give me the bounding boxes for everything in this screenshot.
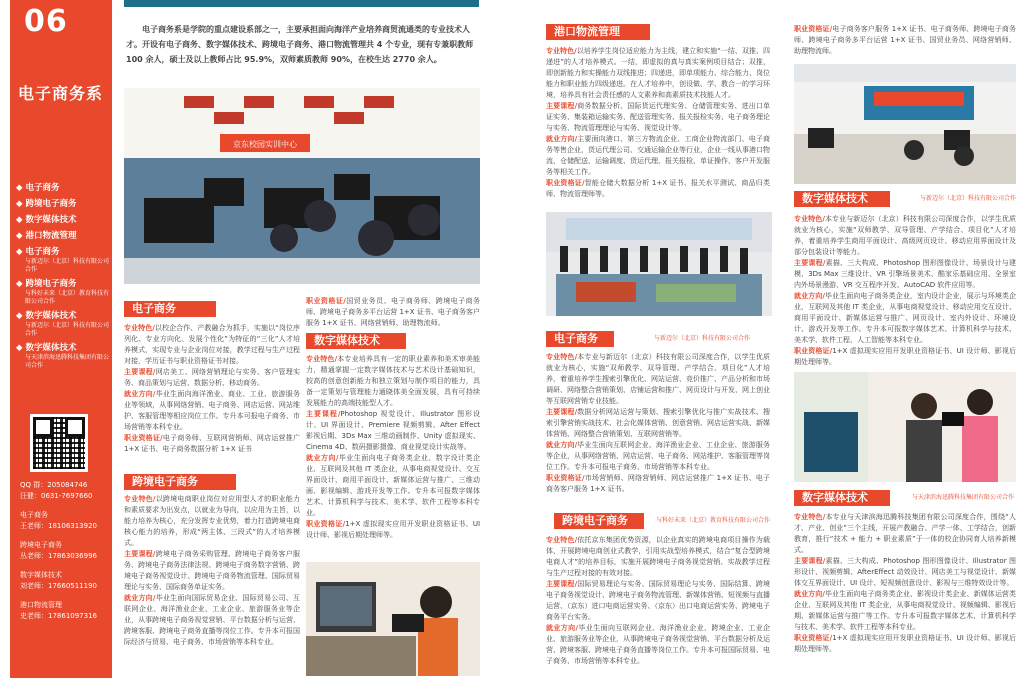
section-title-digital-media-xinmaier: 数字媒体技术 与新迈尔（北京）科技有限公司合作 [794, 191, 890, 207]
sidebar [10, 0, 112, 678]
classroom-banner-text: 京东校园实训中心 [233, 140, 297, 149]
top-banner-strip [124, 0, 479, 7]
department-title: 电子商务系 [18, 84, 104, 103]
program-item: ◆ 跨境电子商务 与科好未来（北京）教育科技有限公司合作 [16, 279, 110, 305]
section-title-cross-border: 跨境电子商务 [124, 474, 236, 490]
digital-media-section: 专业特色/本专业培养具有一定的职业素养和美术审美能力，精通掌握一定数字媒体技术与艺术设计基础知识，较高的创意创新能力和独立策划与制作项目的能力，具备一定策划与管理能力通晓体美全面发展，具有可持续发展能力的高端技能型人才。 主要课程/Photoshop 视觉设计、Illustrator 图形设计、UI 界面设计、Premiere 视频剪辑、After Effect 影视后期、3Ds Max 三维动画制作、Unity 虚拟现实、Cinema 4D、数码摄影摄像、商业视觉设计实战等。 就业方向/毕业生面向电子商务类企业、数字设计类企业、互联网及其他 IT 类企业，从事电商视觉设计、交互界面设计、商用平面设计、新媒体运营与推广、三维动画、影视编辑、游戏开发等工作。专升本可报数字媒体艺术、计算机科学与技术、美术学、软件工程等本科专业。 职业资格证/1+X 虚拟现实应用开发职业资格证书、UI 设计师、影视后期处理师等。 [306, 355, 481, 539]
port-logistics-section: 专业特色/以培养学生岗位适应能力为主线，建立和实施“一结、双推、四递进”的人才培养模式。一结，即虚拟的真与真实案例项目结合；双推，即创新能力和实操能力双线推进；四递进，即单项能力、综合能力、岗位能力和职业能力四级递进。在人才培养中，创设做、学、教合一的学习环境，培养具有社会责任感的人文素养和高素质技术技能人才。 主要课程/商务数据分析、国际货运代理实务、仓储管理实务、进出口单证实务、集装箱运输实务、配送管理实务、报关报检实务、电子商务理论与实务、物流管理理论与实务、视觉设计等。 就业方向/主要面向港口、第三方物流企业、工商企业物流部门、电子商务等售企业，货运代理公司、交通运输企业等行业，企业一线从事港口物流、仓储配送、运输调度、货运代理、报关报检、单证操作、客户开发服务等相关工作。 职业资格证/智能仓储大数据分析 1+X 证书、报关水平测试、商品归类师、物流管理师等。 [546, 47, 771, 198]
port-model-scene-icon [546, 212, 772, 316]
ecommerce-xinmaier-section: 专业特色/本专业与新迈尔（北京）科技有限公司深度合作，以学生优质就业为核心，实施“双师教学、双导管理、产学结合、项目化”人才培养，着重培养学生搜索引擎优化、网站运营、竞价推广、产品分析和市场调研、网络整合营销策划、店铺运营和推广、网页设计与开发、网上创业等互联网营销专业技能。 主要课程/数据分析网站运营与策划、搜索引擎优化与推广实战技术、搜索引擎营销实战技术、社会化媒体营销、创意营销、网店运营实战、新媒体营销、网络整合营销策划、互联网营销等。 就业方向/毕业生面向互联网企业、海洋渔业企业、工业企业、旅游服务等企业，从事网络营销、网店运营、电子商务、网站维护、客服管理等岗位工作。专升本可报电子商务、市场营销等本科专业。 职业资格证/市场营销师、网络营销师、网店运营推广 1+X 证书、电子商务客户服务 1+X 证书。 [546, 353, 771, 493]
program-list [16, 182, 112, 370]
digital-media-xinmaier-section: 专业特色/本专业与新迈尔（北京）科技有限公司深度合作，以学生优质就业为核心，实施“双师教学、双导管理、产学结合、项目化”人才培养，着重培养学生商用平面设计、高级网页设计、移动应用界面设计及部分包装设计等能力。 主要课程/素描、三大构成、Photoshop 图形图像设计、场景设计与建模、3Ds Max 三维设计、VR 引擎场景美术、酷家乐基础应用、全景室内外场景漫游、VR 交互程序开发、AutoCAD 软件应用等。 就业方向/毕业生面向电子商务类企业，室内设计企业，展示与环境类企业，互联网及其他 IT 类企业，从事电商视觉设计、移动应用交互设计、商用平面设计、新媒体运营与推广、网页设计、室内外设计、环境设计、游戏开发等工作。专升本可报数字媒体艺术、计算机科学与技术、美术学、软件工程、人工智能等本科专业。 职业资格证/1+X 虚拟现实应用开发职业资格证书、UI 设计师、影视后期处理师等。 [794, 215, 1017, 366]
section-title-ecommerce-xinmaier: 电子商务 与新迈尔（北京）科技有限公司合作 [546, 331, 614, 347]
qr-code-icon [30, 414, 88, 472]
camera-students-scene-icon [794, 372, 1016, 482]
contact-info: QQ 群：205084746 汪健：0631-7697660 电子商务 王老师：18106313920 跨境电子商务 丛老师：17863036996 数字媒体技术 刘老师：17660511190 港口物流管理 史老师：17861097316 [20, 481, 97, 620]
program-item: ◆ 数字媒体技术 与新迈尔（北京）科技有限公司合作 [16, 311, 110, 337]
department-intro: 电子商务系是学院的重点建设系部之一，主要承担面向海洋产业培养商贸流通类的专业技术人才。开设有电子商务、数字媒体技术、跨境电子商务、港口物流管理共 4 个专业，现有专兼职教师 100 余人，硕士及以上教师占比 95.9%，双师素质教师 90%，在校生达 2770 余人。 [126, 25, 474, 64]
camera-students-photo [794, 372, 1016, 482]
program-item: ◆ 电子商务 [16, 183, 60, 193]
program-item: ◆ 数字媒体技术 [16, 215, 77, 225]
section-title-digital-media: 数字媒体技术 [306, 333, 406, 349]
program-item: ◆ 数字媒体技术 与天津滨海迅腾科技集团有限公司合作 [16, 343, 110, 369]
section-title-port-logistics: 港口物流管理 [546, 24, 650, 40]
training-room-scene-icon [794, 64, 1016, 184]
section-title-ecommerce: 电子商务 [124, 301, 216, 317]
training-room-photo [794, 64, 1016, 184]
section-title-cross-border-kehao: 跨境电子商务 与科好未来（北京）教育科技有限公司合作 [554, 513, 644, 529]
program-item: ◆ 港口物流管理 [16, 231, 77, 241]
photographer-scene-icon [306, 562, 480, 676]
page-number: 06 [24, 4, 68, 39]
cross-border-section: 专业特色/以跨境电商职业岗位对应用型人才的职业能力和素质要求为出发点，以就业为导向，以应用为主旨，以能力培养为核心，充分发挥专业优势，着力打造跨境电商核心能力的培养，形成“两主体、三段式”的人才培养模式。 主要课程/跨境电子商务采购管理、跨境电子商务客户服务、跨境电子商务法律法规、跨境电子商务数字营销、跨境电子商务视觉设计、跨境电子商务物流管理、国际贸易理论与实务、国际商务单证实务。 就业方向/毕业生面向国际贸易企业、国际贸易公司、互联网企业、海洋渔业企业、工业企业、旅游服务业等企业，从事跨境电子商务视觉营销、平台数据分析与运营、跨境客服、跨境电子商务直播等岗位工作。专升本可报国际经济与贸易、电子商务、市场营销等本科专业。 [124, 495, 300, 646]
program-item: ◆ 电子商务 与新迈尔（北京）科技有限公司合作 [16, 247, 110, 273]
classroom-scene-icon [124, 88, 480, 284]
cross-border-kehao-cert: 职业资格证/电子商务客户服务 1+X 证书、电子商务师、跨境电子商务师、跨境电子商务多平台运营 1+X 证书、国贸业务员、网络营销师、助理物流师。 [794, 25, 1016, 55]
cross-border-kehao-section: 专业特色/依托京东集团优势资源，以企业真实的跨境电商项目操作为载体，开展跨境电商创业式教学，引用实战型培养模式，结合“复合型跨境电商人才”的培养目标，实施开展跨境电子商务视觉营销、实战教学过程与生产过程对接的有效对接。 主要课程/国际贸易理论与实务、国际贸易理论与实务、国际结算、跨境电子商务视觉设计、跨境电子商务物流管理、新媒体营销、短视频与直播运营、（京东）进口电商运营实务、（京东）出口电商运营实务、跨境电子商务平台实务。 就业方向/毕业生面向互联网企业、海洋渔业企业、跨境企业、工业企业、旅游服务业等企业，从事跨境电子商务视觉营销、平台数据分析及运营、跨境客服、跨境电子商务直播等岗位工作。专升本可报国际贸易、电子商务、市场营销等本科专业。 [546, 536, 771, 665]
photographer-photo [306, 562, 480, 676]
port-model-photo [546, 212, 772, 316]
digital-media-xunteng-section: 专业特色/本专业与天津滨海迅腾科技集团有限公司深度合作，围绕“人才、产业、创业”三个主线，开展产教融合、产学一体、工学结合，创新教育，推行“技术 + 能力 + 职业素质”于一体的校企协同育人培养新模式。 主要课程/素描、三大构成、Photoshop 图形图像设计、Illustrator 图形设计、视频剪辑、AfterEffect 动效设计、网店美工与视觉设计、新媒体交互界面设计、UI 设计、短视频创意设计、影视与三维特效设计等。 就业方向/毕业生面向电子商务类企业、影视设计类企业、新媒体运营类企业、互联网及其他 IT 类企业，从事电商视觉设计、视频编辑、影视后期、新媒体运营与推广等工作。专升本可报数字媒体艺术、计算机科学与技术、美术学、软件工程等本科专业。 职业资格证/1+X 虚拟现实应用开发职业资格证书、UI 设计师、影视后期处理师等。 [794, 513, 1017, 653]
cross-border-cert: 职业资格证/国贸业务员、电子商务师、跨境电子商务师、跨境电子商务多平台运营 1+X 证书、电子商务客户服务 1+X 证书、网络营销师、助理物流师。 [306, 297, 481, 327]
section-title-digital-media-xunteng: 数字媒体技术 与天津滨海迅腾科技集团有限公司合作 [794, 490, 890, 506]
classroom-photo [124, 88, 480, 284]
program-item: ◆ 跨境电子商务 [16, 199, 77, 209]
ecommerce-section: 专业特色/以校企合作、产教融合为抓手，实施以“岗位序列化、专业方向化、发展个性化”为特征的“三化”人才培养模式，实现专业与企业岗位对接，教学过程与生产过程对接，学历证书与职业资格证书对接。 主要课程/网店美工、网络营销理论与实务、客户管理实务、商品策划与运营、数据分析、移动商务。 就业方向/毕业生面向海洋渔业、商业、工业、旅游服务业等领域，从事网络营销、电子商务、网店运营、网站维护、客服管理等相应岗位工作。专升本可报电子商务、市场营销等本科专业。 职业资格证/电子商务师、互联网营销师、网店运营推广 1+X 证书、电子商务数据分析 1+X 证书 [124, 324, 301, 453]
